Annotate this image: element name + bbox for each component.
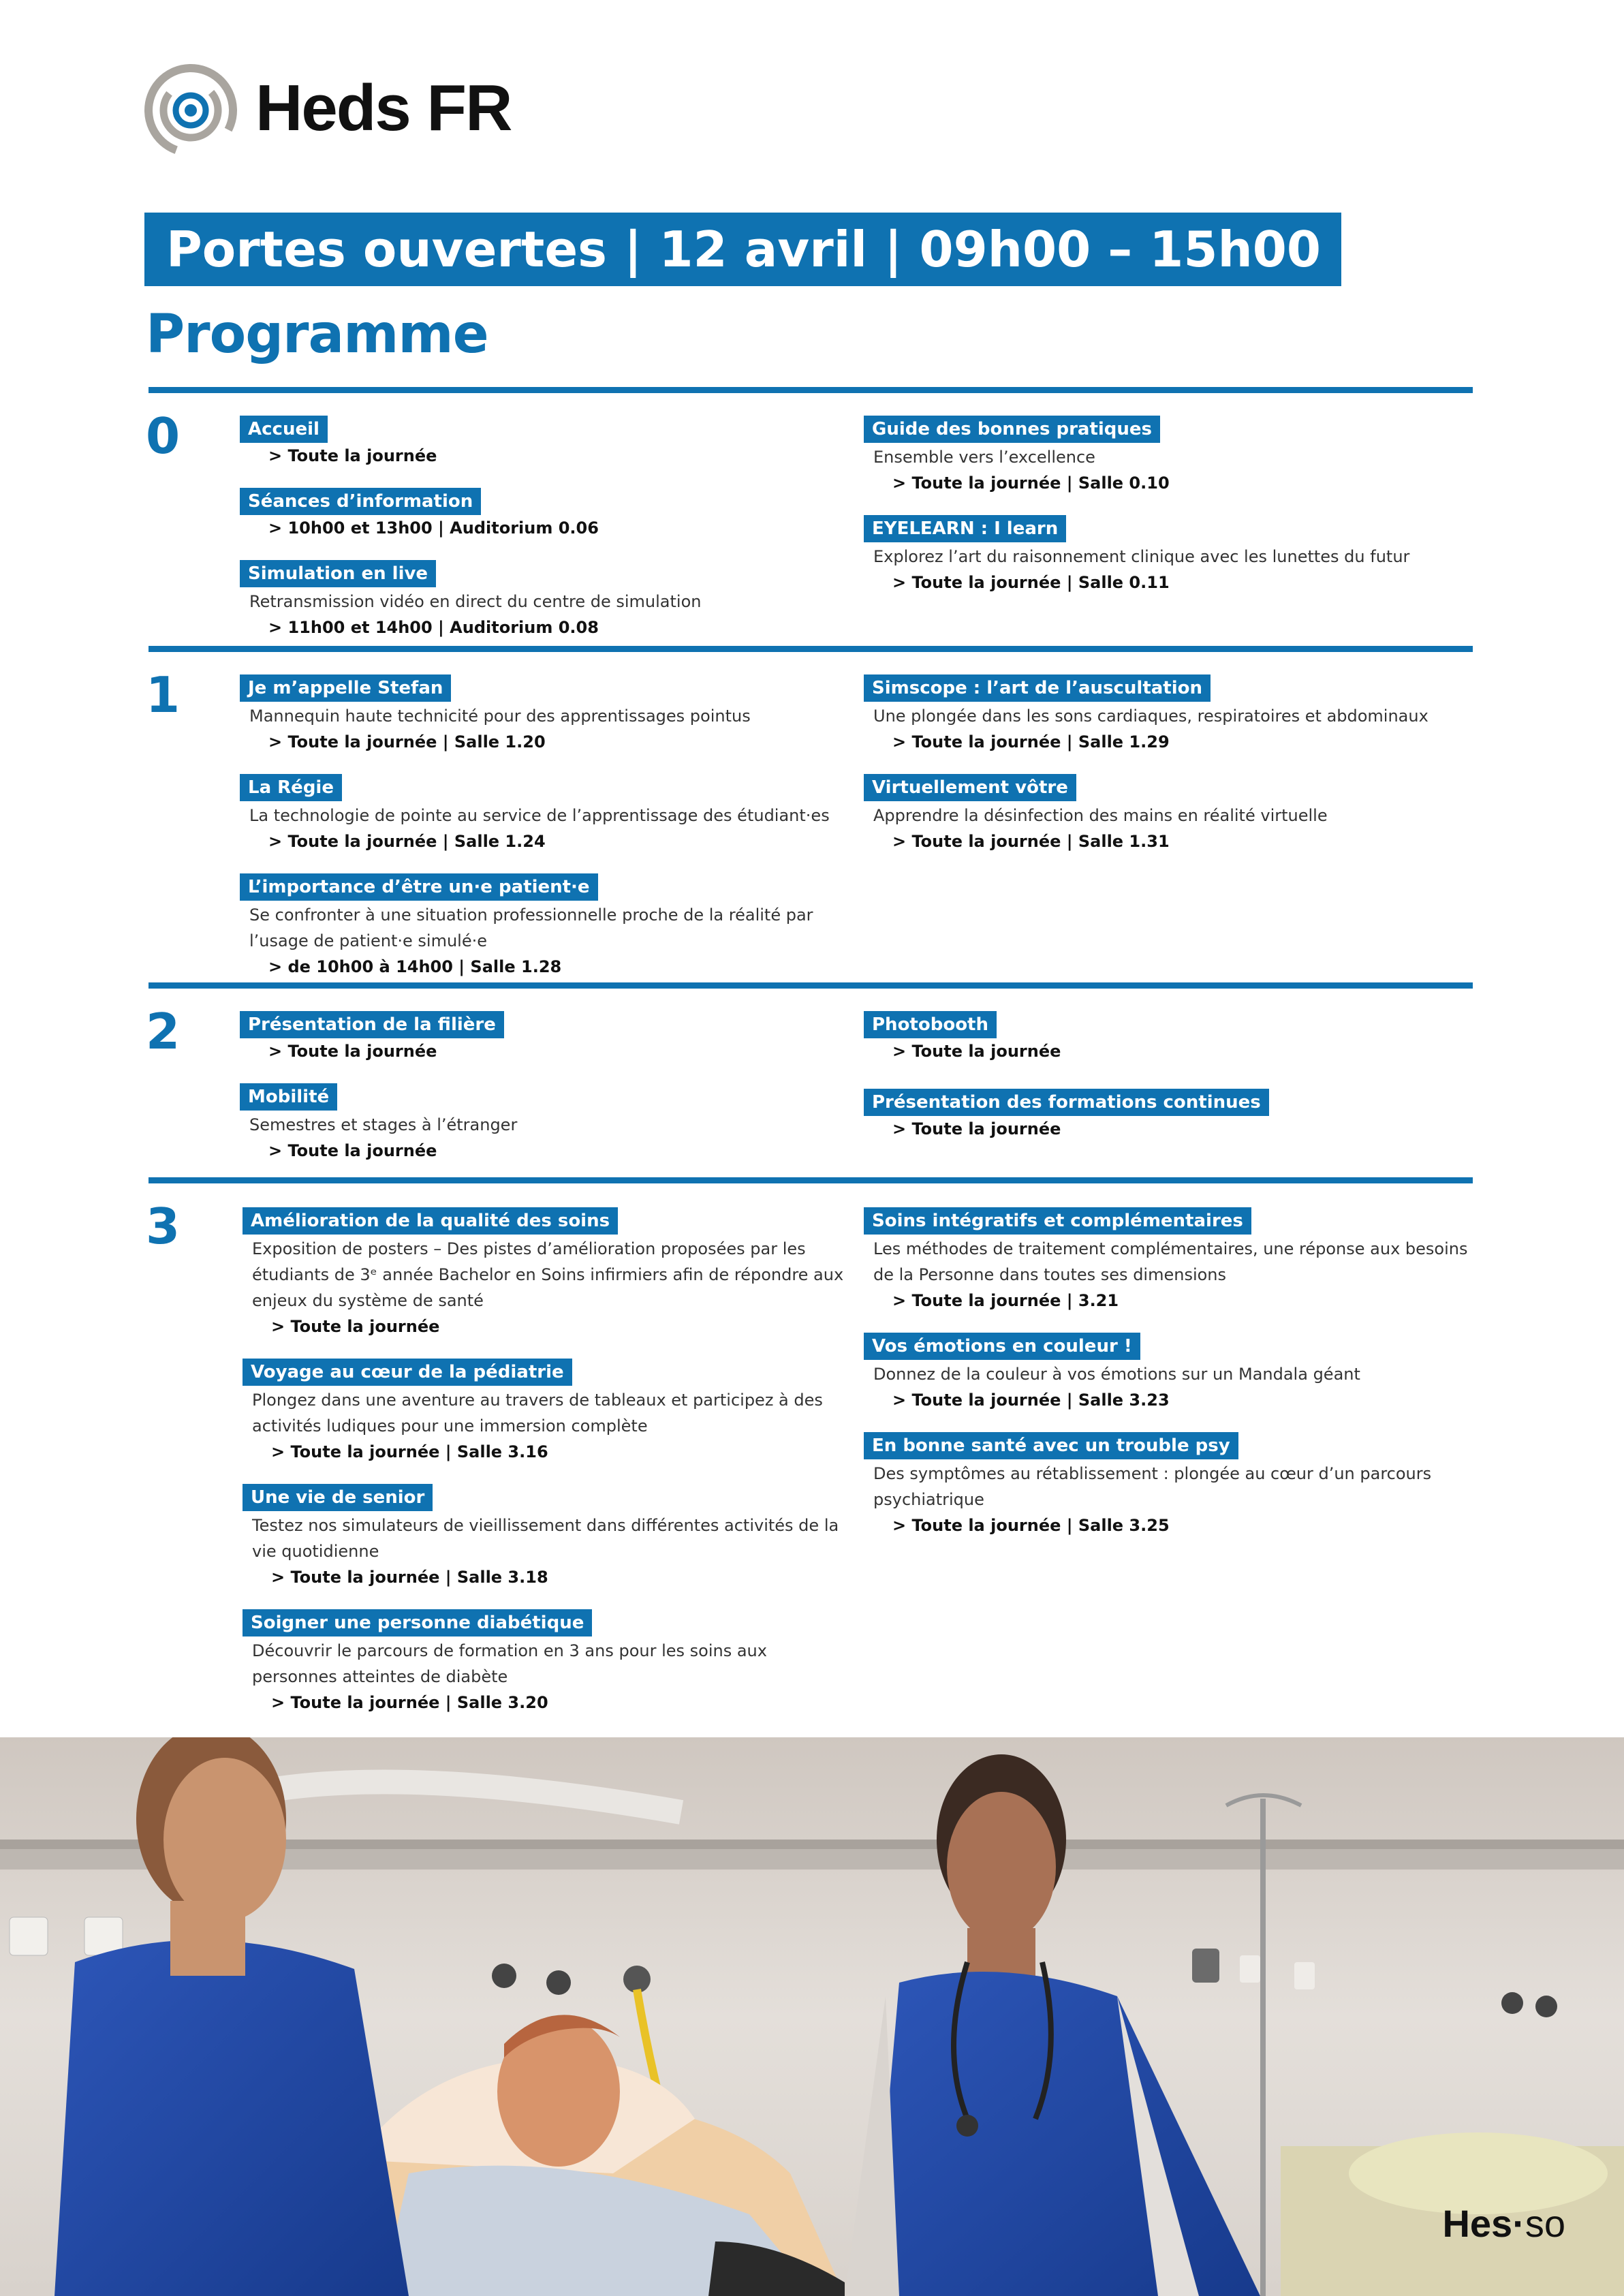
floor-number: 0 — [146, 407, 181, 465]
program-item — [864, 416, 1477, 496]
item-description: Explorez l’art du raisonnement clinique avec les lunettes du futur — [873, 547, 1410, 566]
program-item — [243, 1207, 856, 1339]
program-item — [240, 674, 853, 755]
item-title: Séances d’information — [240, 488, 481, 515]
item-title: En bonne santé avec un trouble psy — [864, 1432, 1238, 1459]
item-time: > Toute la journée | Salle 3.25 — [864, 1512, 1477, 1538]
item-title: Simulation en live — [240, 560, 436, 587]
item-description: Découvrir le parcours de formation en 3 ans pour les soins aux personnes atteintes de diabète — [252, 1641, 767, 1686]
item-time: > Toute la journée — [240, 443, 853, 469]
item-time: > Toute la journée | Salle 1.29 — [864, 729, 1477, 755]
item-title: Je m’appelle Stefan — [240, 674, 451, 702]
item-title: L’importance d’être un·e patient·e — [240, 873, 598, 901]
item-title: Virtuellement vôtre — [864, 774, 1076, 801]
item-title: Une vie de senior — [243, 1484, 433, 1511]
program-item — [864, 774, 1477, 854]
section-divider — [149, 387, 1473, 393]
program-item — [864, 1011, 1477, 1064]
item-title: Simscope : l’art de l’auscultation — [864, 674, 1211, 702]
hes-so-brand-main: Hes — [1442, 2202, 1513, 2245]
item-title: Mobilité — [240, 1083, 337, 1111]
floor-2-right-column — [864, 1011, 1477, 1161]
event-banner: Portes ouvertes | 12 avril | 09h00 – 15h00 — [144, 213, 1341, 286]
simulation-room-illustration — [0, 1737, 1624, 2296]
item-time: > Toute la journée — [243, 1314, 856, 1339]
item-title: Soins intégratifs et complémentaires — [864, 1207, 1251, 1235]
item-time: > de 10h00 à 14h00 | Salle 1.28 — [240, 954, 853, 980]
item-time: > Toute la journée — [240, 1138, 853, 1164]
program-item — [240, 774, 853, 854]
program-item — [240, 560, 853, 640]
floor-number: 2 — [146, 1003, 181, 1060]
program-item — [864, 1333, 1477, 1413]
program-item — [243, 1609, 856, 1716]
item-time: > Toute la journée | Salle 3.23 — [864, 1387, 1477, 1413]
program-item — [864, 1432, 1477, 1538]
floor-number: 1 — [146, 666, 181, 724]
item-description: Retransmission vidéo en direct du centre de simulation — [249, 592, 702, 611]
floor-1-left-column — [240, 674, 853, 999]
floor-0-right-column — [864, 416, 1477, 615]
program-item — [864, 515, 1477, 595]
floor-0-left-column — [240, 416, 853, 660]
item-title: Soigner une personne diabétique — [243, 1609, 592, 1636]
item-description: Une plongée dans les sons cardiaques, respiratoires et abdominaux — [873, 707, 1428, 726]
program-item — [240, 416, 853, 469]
item-description: Mannequin haute technicité pour des apprentissages pointus — [249, 707, 751, 726]
program-item — [240, 1083, 853, 1164]
floor-number: 3 — [146, 1198, 181, 1255]
item-description: Apprendre la désinfection des mains en réalité virtuelle — [873, 806, 1328, 825]
page-title: Programme — [146, 304, 488, 365]
floor-3-right-column — [864, 1207, 1477, 1557]
hes-so-brand-dot: · — [1512, 2202, 1525, 2245]
heds-fr-logo — [143, 57, 512, 166]
item-time: > Toute la journée — [864, 1116, 1477, 1142]
item-title: Vos émotions en couleur ! — [864, 1333, 1140, 1360]
simulation-room-photo — [0, 1737, 1624, 2296]
program-item — [240, 873, 853, 980]
item-time: > Toute la journée | Salle 0.10 — [864, 470, 1477, 496]
item-title: Voyage au cœur de la pédiatrie — [243, 1359, 572, 1386]
program-item — [240, 1011, 853, 1064]
item-time: > Toute la journée — [864, 1038, 1477, 1064]
logo-wordmark: Heds FR — [255, 72, 512, 144]
item-description: Exposition de posters – Des pistes d’amélioration proposées par les étudiants de 3ᵉ année Bachelor en Soins infirmiers afin de répondre aux enjeux du système de santé — [252, 1239, 844, 1310]
item-time: > Toute la journée | Salle 3.16 — [243, 1439, 856, 1465]
hes-so-logo — [1442, 2201, 1565, 2246]
program-item — [864, 674, 1477, 755]
item-title: Présentation de la filière — [240, 1011, 504, 1038]
item-title: La Régie — [240, 774, 342, 801]
item-time: > 10h00 et 13h00 | Auditorium 0.06 — [240, 515, 853, 541]
item-description: Testez nos simulateurs de vieillissement dans différentes activités de la vie quotidienne — [252, 1516, 839, 1561]
item-description: Plongez dans une aventure au travers de tableaux et participez à des activités ludiques pour une immersion complète — [252, 1391, 823, 1436]
item-time: > Toute la journée | Salle 3.20 — [243, 1690, 856, 1716]
item-title: Guide des bonnes pratiques — [864, 416, 1160, 443]
item-description: La technologie de pointe au service de l’apprentissage des étudiant·es — [249, 806, 830, 825]
item-time: > Toute la journée — [240, 1038, 853, 1064]
item-description: Les méthodes de traitement complémentaires, une réponse aux besoins de la Personne dans toutes ses dimensions — [873, 1239, 1468, 1284]
item-description: Se confronter à une situation professionnelle proche de la réalité par l’usage de patient·e simulé·e — [249, 905, 813, 950]
item-time: > Toute la journée | Salle 1.31 — [864, 828, 1477, 854]
item-title: Photobooth — [864, 1011, 997, 1038]
program-item — [864, 1089, 1477, 1142]
item-description: Ensemble vers l’excellence — [873, 448, 1095, 467]
item-title: Présentation des formations continues — [864, 1089, 1269, 1116]
program-item — [243, 1359, 856, 1465]
item-title: Amélioration de la qualité des soins — [243, 1207, 618, 1235]
item-time: > Toute la journée | Salle 0.11 — [864, 570, 1477, 595]
floor-2-left-column — [240, 1011, 853, 1183]
item-time: > Toute la journée | 3.21 — [864, 1288, 1477, 1314]
item-title: EYELEARN : I learn — [864, 515, 1066, 542]
program-item — [243, 1484, 856, 1590]
floor-3-left-column — [243, 1207, 856, 1735]
floor-1-right-column — [864, 674, 1477, 873]
heds-fr-logo-mark-icon — [143, 57, 238, 166]
program-item — [240, 488, 853, 541]
item-time: > Toute la journée | Salle 3.18 — [243, 1564, 856, 1590]
item-time: > Toute la journée | Salle 1.24 — [240, 828, 853, 854]
item-description: Des symptômes au rétablissement : plongée au cœur d’un parcours psychiatrique — [873, 1464, 1432, 1509]
item-description: Donnez de la couleur à vos émotions sur un Mandala géant — [873, 1365, 1360, 1384]
item-description: Semestres et stages à l’étranger — [249, 1115, 518, 1134]
item-time: > Toute la journée | Salle 1.20 — [240, 729, 853, 755]
item-title: Accueil — [240, 416, 328, 443]
hes-so-brand-sub: so — [1525, 2202, 1565, 2245]
program-item — [864, 1207, 1477, 1314]
item-time: > 11h00 et 14h00 | Auditorium 0.08 — [240, 615, 853, 640]
